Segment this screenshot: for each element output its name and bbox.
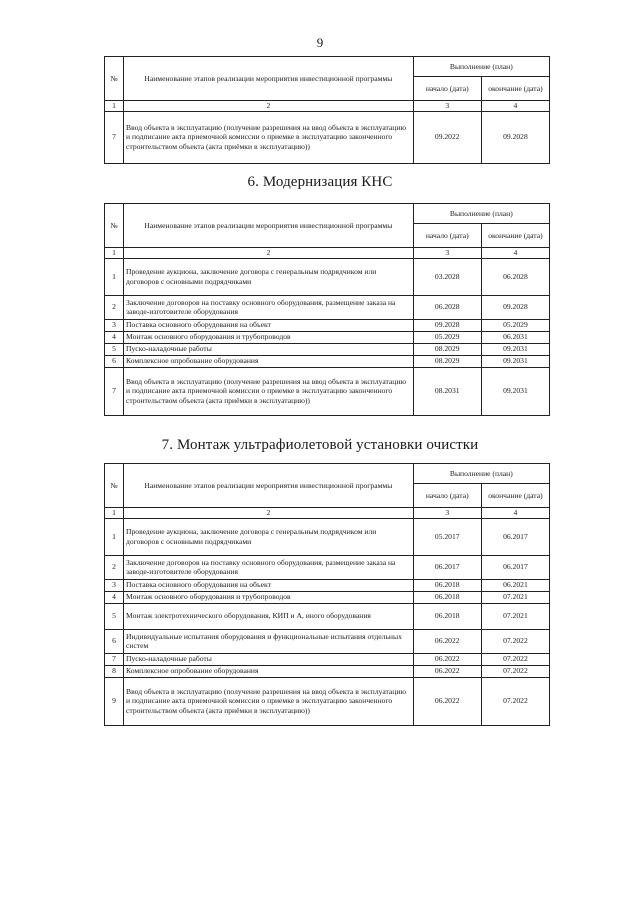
start-date: 06.2017 <box>413 555 481 579</box>
table-row <box>105 111 550 163</box>
end-date: 07.2022 <box>481 677 549 725</box>
row-number: 7 <box>105 367 124 415</box>
end-date: 09.2031 <box>481 343 549 355</box>
table-row <box>105 629 550 653</box>
col-index-3: 3 <box>413 248 481 259</box>
row-number: 9 <box>105 677 124 725</box>
start-date: 06.2018 <box>413 603 481 629</box>
table-row <box>105 518 550 555</box>
table-row <box>105 603 550 629</box>
end-date: 09.2031 <box>481 367 549 415</box>
start-date: 06.2028 <box>413 295 481 319</box>
table-row <box>105 591 550 603</box>
stage-name: Ввод объекта в эксплуатацию (получение разрешения на ввод объекта в эксплуатацию и подписание акта приемочной комиссии о приемке в эксплуатацию законченного строительством объекта (акта приёмки в эксплуатацию)) <box>124 111 414 163</box>
col-index-4: 4 <box>481 101 549 112</box>
stage-name: Монтаж электротехнического оборудования, КИП и А, иного оборудования <box>124 603 414 629</box>
stage-name: Ввод объекта в эксплуатацию (получение разрешения на ввод объекта в эксплуатацию и подписание акта приемочной комиссии о приемке в эксплуатацию законченного строительством объекта (акта приёмки в эксплуатацию)) <box>124 367 414 415</box>
col-index-2: 2 <box>124 248 414 259</box>
stage-name: Пуско-наладочные работы <box>124 653 414 665</box>
header-plan: Выполнение (план) <box>413 57 549 77</box>
start-date: 09.2022 <box>413 111 481 163</box>
row-number: 6 <box>105 629 124 653</box>
stage-name: Пуско-наладочные работы <box>124 343 414 355</box>
table-section-6 <box>104 203 550 416</box>
end-date: 09.2028 <box>481 295 549 319</box>
start-date: 03.2028 <box>413 258 481 295</box>
start-date: 06.2022 <box>413 653 481 665</box>
start-date: 08.2031 <box>413 367 481 415</box>
start-date: 05.2017 <box>413 518 481 555</box>
end-date: 06.2017 <box>481 518 549 555</box>
col-index-3: 3 <box>413 101 481 112</box>
start-date: 06.2018 <box>413 591 481 603</box>
start-date: 08.2029 <box>413 355 481 367</box>
end-date: 07.2021 <box>481 591 549 603</box>
row-number: 3 <box>105 319 124 331</box>
col-index-2: 2 <box>124 101 414 112</box>
row-number: 5 <box>105 343 124 355</box>
row-number: 4 <box>105 331 124 343</box>
header-name: Наименование этапов реализации мероприятия инвестиционной программы <box>124 204 414 248</box>
stage-name: Поставка основного оборудования на объект <box>124 319 414 331</box>
header-end: окончание (дата) <box>481 77 549 101</box>
start-date: 06.2022 <box>413 677 481 725</box>
header-start: начало (дата) <box>413 484 481 508</box>
header-name: Наименование этапов реализации мероприятия инвестиционной программы <box>124 57 414 101</box>
table-row <box>105 258 550 295</box>
stage-name: Проведение аукциона, заключение договора с генеральным подрядчиком или договоров с основными подрядчиками <box>124 258 414 295</box>
table-row <box>105 653 550 665</box>
row-number: 6 <box>105 355 124 367</box>
start-date: 08.2029 <box>413 343 481 355</box>
stage-name: Проведение аукциона, заключение договора с генеральным подрядчиком или договоров с основными подрядчиками <box>124 518 414 555</box>
end-date: 06.2017 <box>481 555 549 579</box>
col-index-3: 3 <box>413 508 481 519</box>
start-date: 09.2028 <box>413 319 481 331</box>
header-name: Наименование этапов реализации мероприятия инвестиционной программы <box>124 464 414 508</box>
row-number: 1 <box>105 258 124 295</box>
header-no: № <box>105 464 124 508</box>
row-number: 7 <box>105 653 124 665</box>
header-no: № <box>105 204 124 248</box>
header-end: окончание (дата) <box>481 484 549 508</box>
table-row <box>105 677 550 725</box>
header-end: окончание (дата) <box>481 224 549 248</box>
col-index-1: 1 <box>105 101 124 112</box>
end-date: 07.2022 <box>481 665 549 677</box>
col-index-2: 2 <box>124 508 414 519</box>
stage-name: Ввод объекта в эксплуатацию (получение разрешения на ввод объекта в эксплуатацию и подписание акта приемочной комиссии о приемке в эксплуатацию законченного строительством объекта (акта приёмки в эксплуатацию)) <box>124 677 414 725</box>
row-number: 5 <box>105 603 124 629</box>
page-number: 9 <box>316 35 324 50</box>
stage-name: Комплексное опробование оборудования <box>124 355 414 367</box>
stage-name: Комплексное опробование оборудования <box>124 665 414 677</box>
header-no: № <box>105 57 124 101</box>
end-date: 06.2031 <box>481 331 549 343</box>
table-row <box>105 555 550 579</box>
section-title-7: 7. Монтаж ультрафиолетовой установки очистки <box>161 437 479 453</box>
stage-name: Поставка основного оборудования на объект <box>124 579 414 591</box>
stage-name: Заключение договоров на поставку основного оборудования, размещение заказа на заводе-изготовителе оборудования <box>124 555 414 579</box>
table-row <box>105 295 550 319</box>
header-start: начало (дата) <box>413 224 481 248</box>
stage-name: Заключение договоров на поставку основного оборудования, размещение заказа на заводе-изготовителе оборудования <box>124 295 414 319</box>
col-index-4: 4 <box>481 508 549 519</box>
col-index-1: 1 <box>105 508 124 519</box>
row-number: 8 <box>105 665 124 677</box>
stage-name: Индивидуальные испытания оборудования и функциональные испытания отдельных систем <box>124 629 414 653</box>
start-date: 05.2029 <box>413 331 481 343</box>
stage-name: Монтаж основного оборудования и трубопроводов <box>124 591 414 603</box>
row-number: 1 <box>105 518 124 555</box>
table-row <box>105 665 550 677</box>
section-title-6: 6. Модернизация КНС <box>247 174 393 190</box>
row-number: 2 <box>105 555 124 579</box>
table-continuation <box>104 56 550 164</box>
end-date: 09.2031 <box>481 355 549 367</box>
col-index-1: 1 <box>105 248 124 259</box>
row-number: 2 <box>105 295 124 319</box>
table-row <box>105 579 550 591</box>
table-row <box>105 319 550 331</box>
end-date: 06.2028 <box>481 258 549 295</box>
table-row <box>105 367 550 415</box>
start-date: 06.2018 <box>413 579 481 591</box>
row-number: 3 <box>105 579 124 591</box>
end-date: 09.2028 <box>481 111 549 163</box>
stage-name: Монтаж основного оборудования и трубопроводов <box>124 331 414 343</box>
start-date: 06.2022 <box>413 665 481 677</box>
table-section-7 <box>104 463 550 726</box>
table-row <box>105 355 550 367</box>
end-date: 07.2022 <box>481 629 549 653</box>
header-plan: Выполнение (план) <box>413 204 549 224</box>
row-number: 7 <box>105 111 124 163</box>
header-plan: Выполнение (план) <box>413 464 549 484</box>
end-date: 05.2029 <box>481 319 549 331</box>
table-row <box>105 343 550 355</box>
end-date: 06.2021 <box>481 579 549 591</box>
row-number: 4 <box>105 591 124 603</box>
header-start: начало (дата) <box>413 77 481 101</box>
table-row <box>105 331 550 343</box>
end-date: 07.2022 <box>481 653 549 665</box>
col-index-4: 4 <box>481 248 549 259</box>
end-date: 07.2021 <box>481 603 549 629</box>
start-date: 06.2022 <box>413 629 481 653</box>
